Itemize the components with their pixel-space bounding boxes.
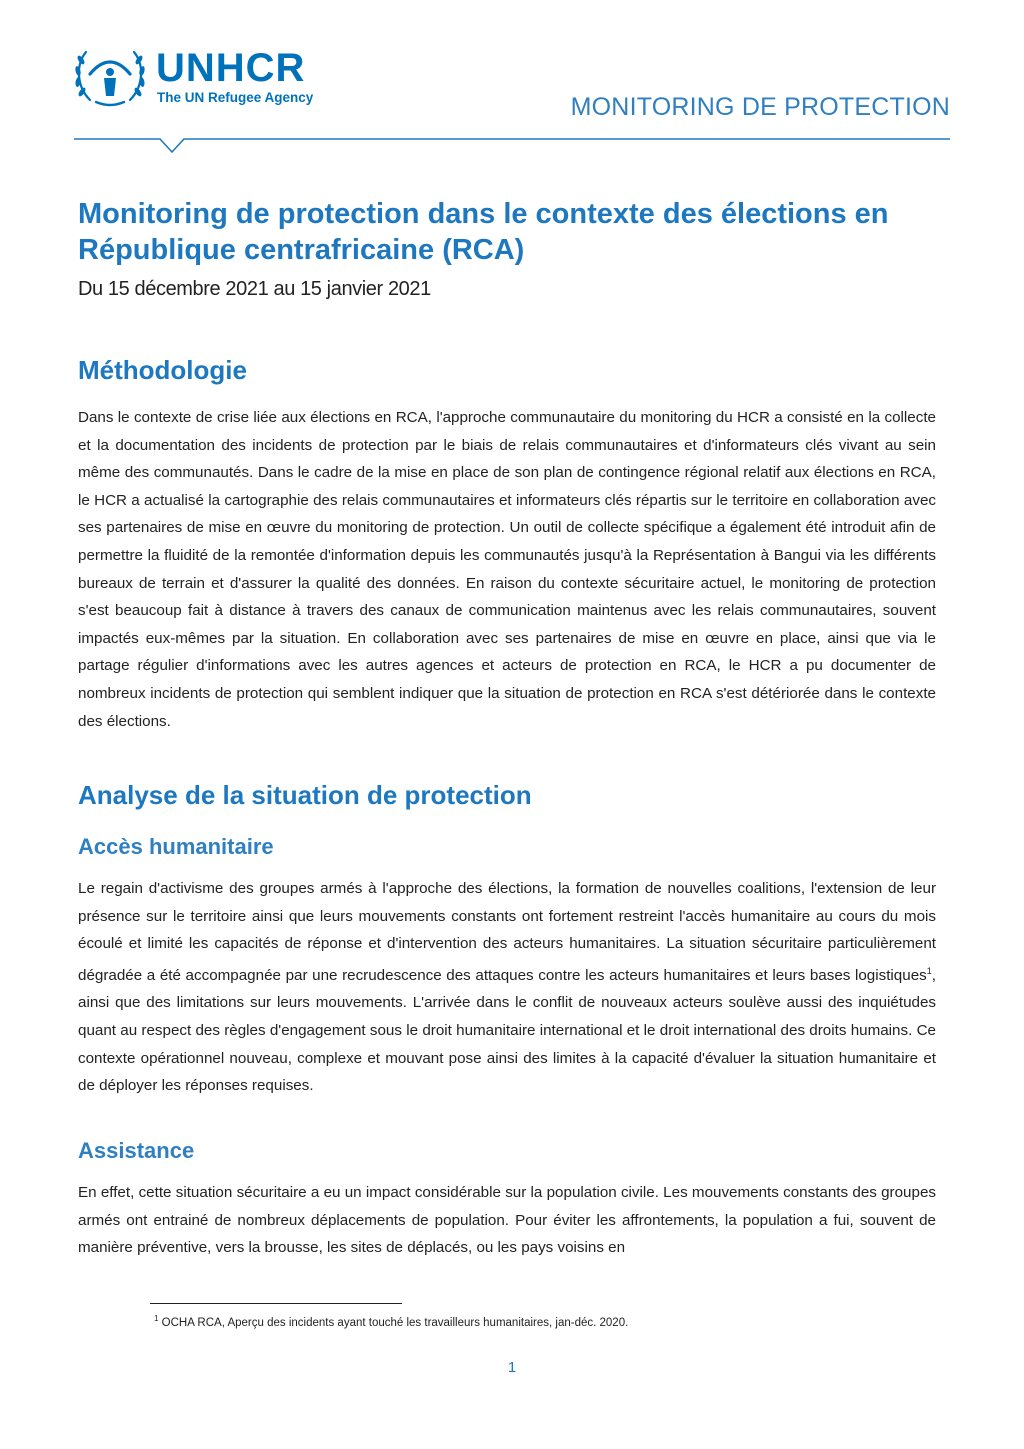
section-tag: MONITORING DE PROTECTION: [570, 93, 950, 121]
paragraph-methodologie: Dans le contexte de crise liée aux élections en RCA, l'approche communautaire du monitoring du HCR a consisté en la collecte et la documentation des incidents de protection par le biais de relais communautaires et d'informateurs clés vivant au sein même des communautés. Dans le cadre de la mise en place de son plan de contingence régional relatif aux élections en RCA, le HCR a actualisé la cartographie des relais communautaires et informateurs clés répartis sur le territoire en collaboration avec ses partenaires de mise en œuvre du monitoring de protection. Un outil de collecte spécifique a également été introduit afin de permettre la fluidité de la remontée d'information depuis les communautés jusqu'à la Représentation à Bangui via les différents bureaux de terrain et d'assurer la qualité des données. En raison du contexte sécuritaire actuel, le monitoring de protection s'est beaucoup fait à distance à travers des canaux de communication maintenus avec les relais communautaires, souvent impactés eux-mêmes par la situation. En collaboration avec ses partenaires de mise en œuvre en place, ainsi que via le partage régulier d'informations avec les autres agences et acteurs de protection en RCA, le HCR a pu documenter de nombreux incidents de protection qui semblent indiquer que la situation de protection en RCA s'est détériorée dans le contexte des élections.: [78, 409, 936, 730]
heading-assistance: Assistance: [78, 1138, 195, 1163]
logo-tagline: The UN Refugee Agency: [157, 90, 314, 105]
document-date-range: Du 15 décembre 2021 au 15 janvier 2021: [78, 278, 431, 300]
footnote-ref: 1: [926, 965, 932, 976]
footnote-text: OCHA RCA, Aperçu des incidents ayant touché les travailleurs humanitaires, jan-déc. 2020.: [158, 1316, 629, 1329]
heading-methodologie: Méthodologie: [78, 355, 247, 385]
footnote-separator: [150, 1303, 402, 1304]
footnote-number: 1: [154, 1314, 159, 1323]
footnote: [154, 1311, 628, 1331]
document-title: Monitoring de protection dans le contexte des élections en République centrafricaine (RCA): [78, 198, 889, 266]
header-divider: [74, 138, 950, 158]
unhcr-emblem-icon: [72, 44, 148, 108]
heading-analyse: Analyse de la situation de protection: [78, 780, 532, 810]
unhcr-logo: [72, 44, 342, 110]
acces-text-part1: Le regain d'activisme des groupes armés à l'approche des élections, la formation de nouvelles coalitions, l'extension de leur présence sur le territoire ainsi que leurs mouvements constants ont fortement restreint l'accès humanitaire au cours du mois écoulé et limité les capacités de réponse et d'intervention des acteurs humanitaires. La situation sécuritaire particulièrement dégradée a été accompagnée par une recrudescence des attaques contre les acteurs humanitaires et leurs bases logistiques: [78, 880, 936, 984]
page-number: 1: [507, 1359, 517, 1376]
paragraph-acces-humanitaire: [78, 875, 936, 1100]
acces-text-part2: , ainsi que des limitations sur leurs mouvements. L'arrivée dans le conflit de nouveaux acteurs soulève aussi des inquiétudes quant au respect des règles d'engagement sous le droit humanitaire international et le droit international des droits humains. Ce contexte opérationnel nouveau, complexe et mouvant pose ainsi des limites à la capacité d'évaluer la situation humanitaire et de déployer les réponses requises.: [78, 966, 936, 1095]
page-header: [0, 0, 1024, 160]
heading-acces-humanitaire: Accès humanitaire: [78, 834, 274, 859]
paragraph-assistance: En effet, cette situation sécuritaire a eu un impact considérable sur la population civile. Les mouvements constants des groupes armés ont entrainé de nombreux déplacements de population. Pour éviter les affrontements, la population a fui, souvent de manière préventive, vers la brousse, les sites de déplacés, ou les pays voisins en: [78, 1184, 936, 1257]
logo-wordmark: UNHCR: [156, 46, 306, 90]
